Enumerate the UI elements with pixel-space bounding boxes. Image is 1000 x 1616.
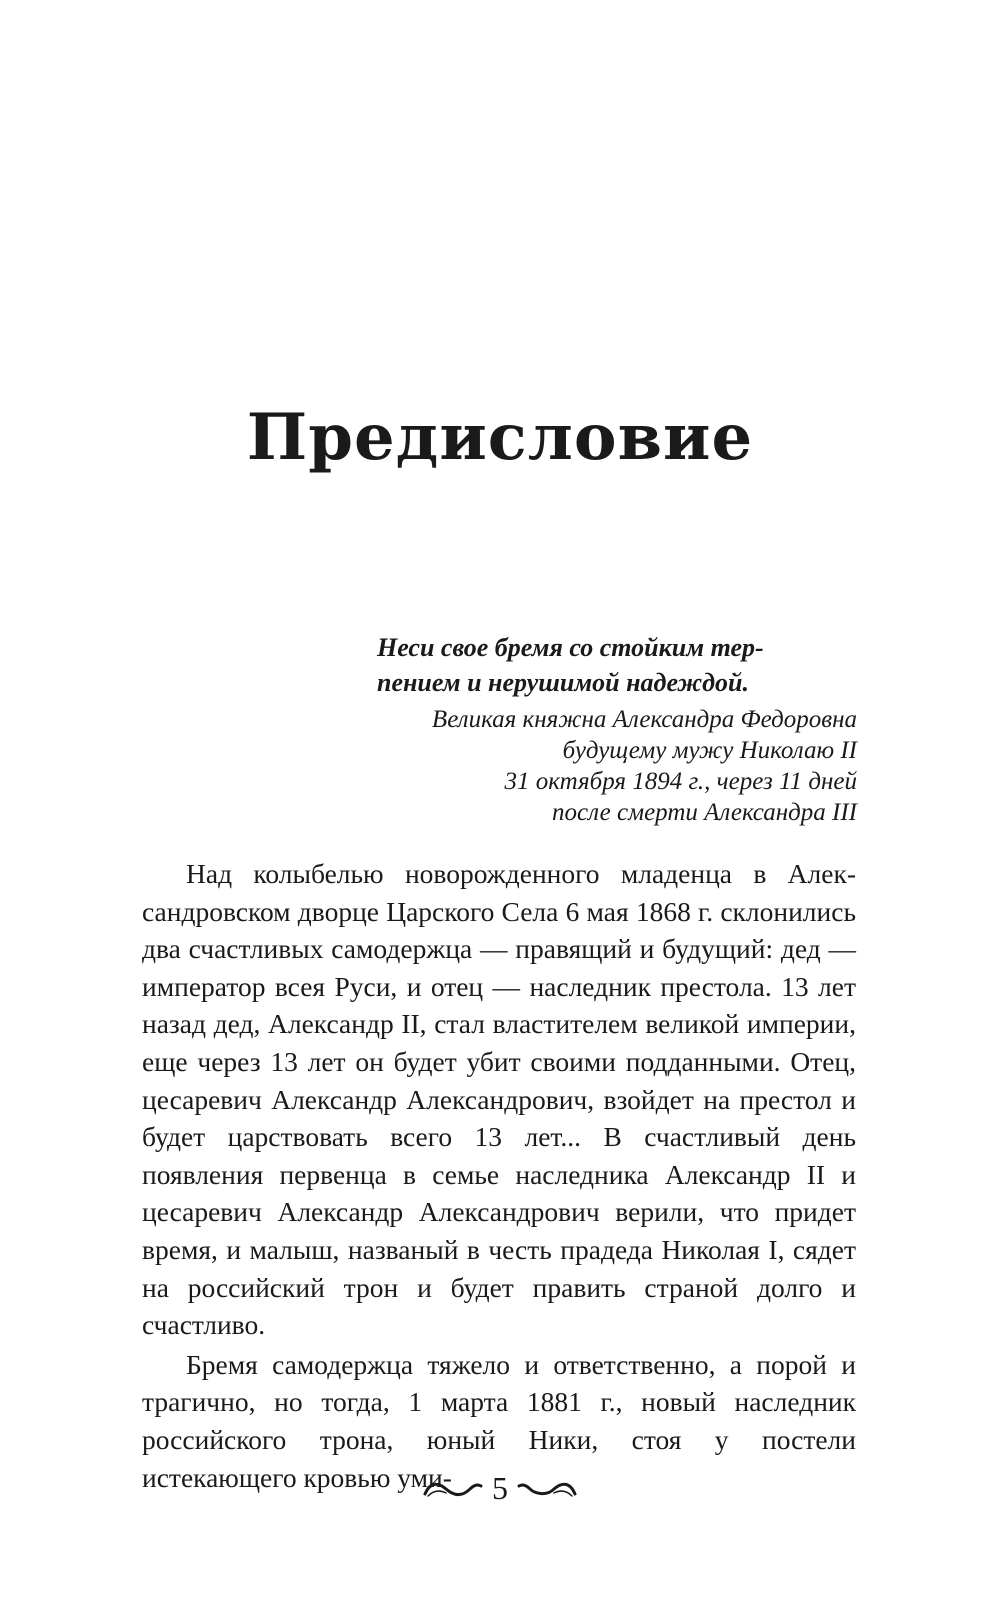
page-number: 5 xyxy=(492,1470,508,1506)
chapter-title: Предисловие xyxy=(246,400,754,475)
attribution-line: Великая княжна Александра Федоровна xyxy=(431,706,857,733)
paragraph: Над колыбелью новорожденного младенца в Александровском дворце Царского Села 6 мая 1868 г. склонились два счастливых самодержца — правящий и будущий: дед — император всея Руси, и отец — наследник престола. 13 лет назад дед, Александр II, стал властителем великой империи, еще через 13 лет он будет убит своими подданными. Отец, цесаревич Александр Александрович, взойдет на престол и будет царствовать всего 13 лет... В счастливый день появления первенца в семье наследника Александр II и цесаревич Александр Александрович верили, что придет время, и малыш, названый в честь прадеда Николая I, сядет на российский трон и будет править страной долго и счастливо. xyxy=(142,858,856,1341)
epigraph-quote-line: пением и нерушимой надеждой. xyxy=(377,668,749,697)
epigraph-quote xyxy=(377,630,857,700)
epigraph xyxy=(377,630,857,828)
attribution-line: 31 октября 1894 г., через 11 дней xyxy=(504,768,857,795)
epigraph-quote-line: Неси свое бремя со стойким тер- xyxy=(377,633,764,662)
attribution-line: будущему мужу Николаю II xyxy=(562,737,857,764)
page-number-footer xyxy=(0,1470,1000,1507)
epigraph-attribution xyxy=(377,704,857,828)
swash-ornament-icon xyxy=(516,1478,578,1500)
attribution-line: после смерти Александра III xyxy=(552,799,857,826)
swash-ornament-icon xyxy=(422,1478,484,1500)
paragraph: Бремя самодержца тяжело и ответственно, а порой и трагично, но тогда, 1 марта 1881 г., новый наследник российского трона, юный Ники, стоя у постели истекающего кровью уми- xyxy=(142,1348,856,1493)
body-text xyxy=(142,855,856,1496)
